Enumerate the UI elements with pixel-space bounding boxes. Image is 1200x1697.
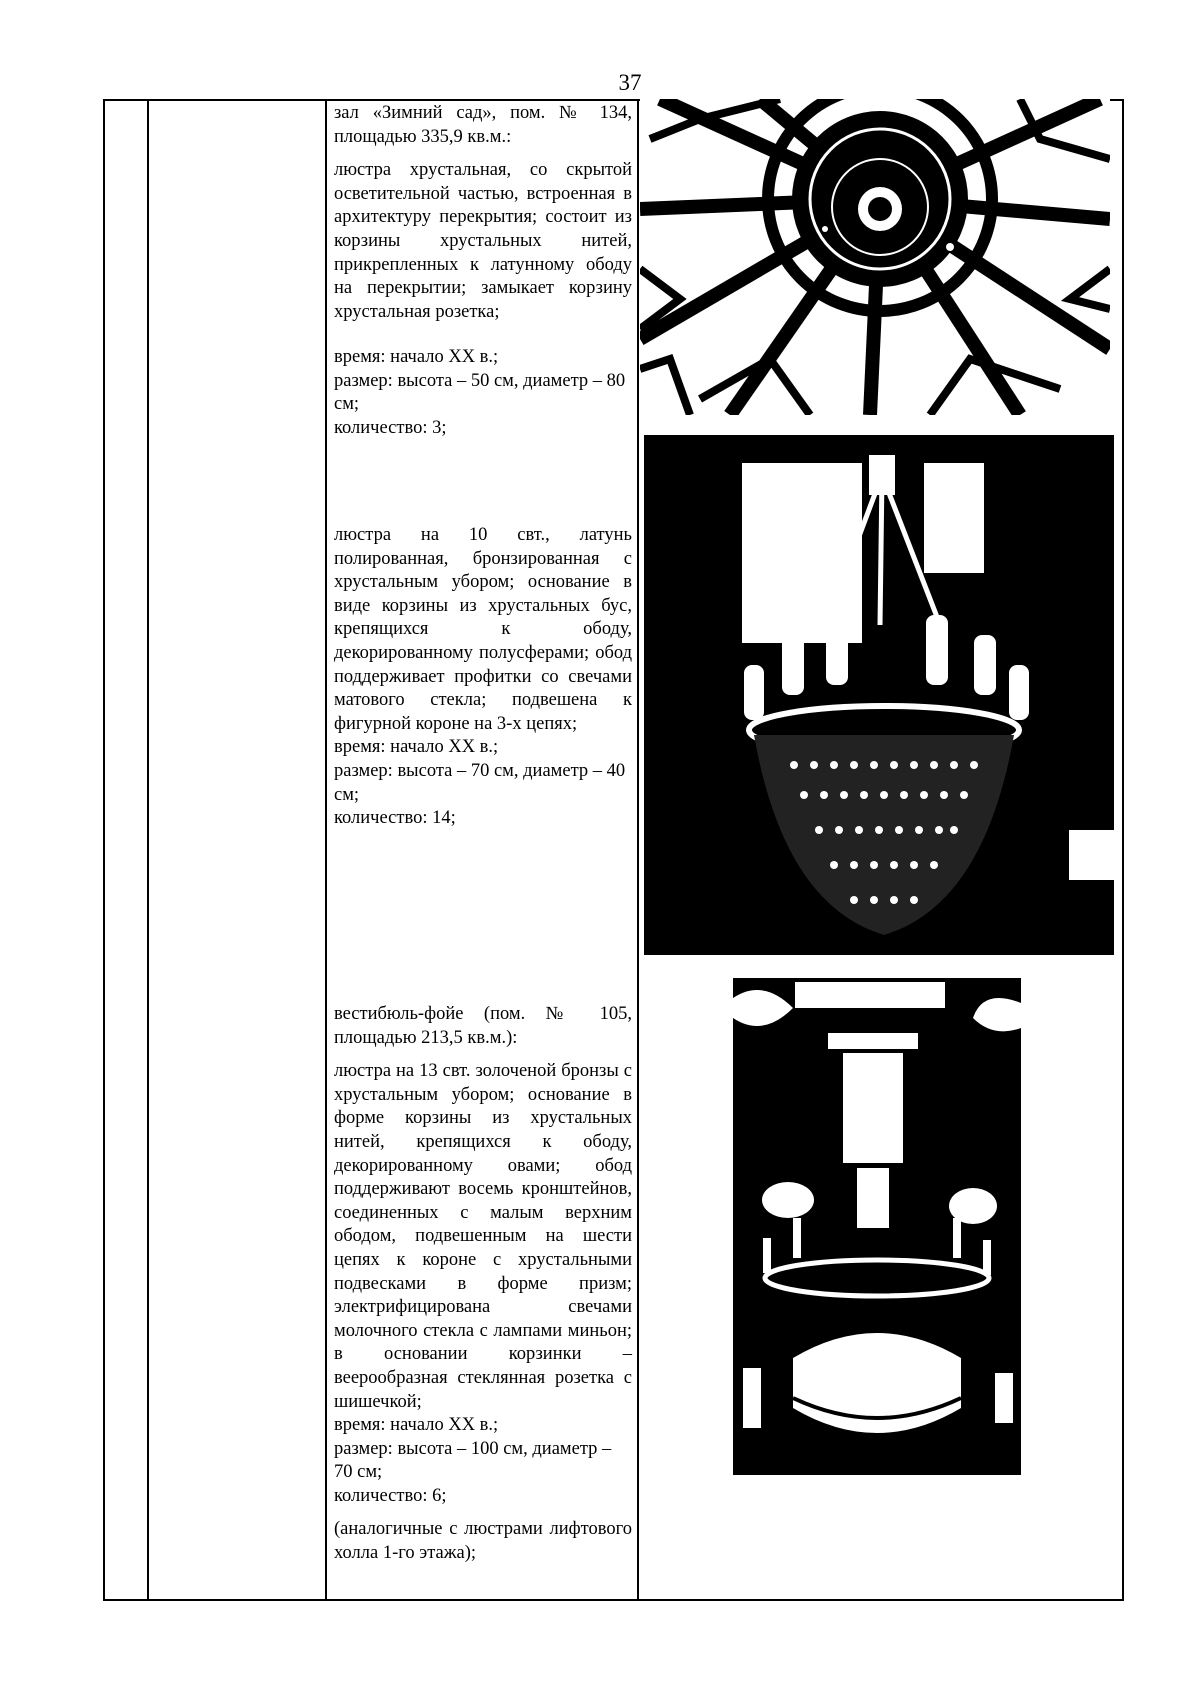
item-description: люстра хрустальная, со скрытой осветительной частью, встроенная в архитектуру перекрытия; состоит из корзины хрустальных нитей, прикрепленных к латунному ободу на перекрытии; замыкает корзину хрустальная розетка;: [334, 160, 632, 322]
column-divider-1: [147, 101, 149, 1599]
column-divider-3: [637, 101, 639, 1599]
photo-bronze-chandelier: [733, 978, 1021, 1475]
item-description: люстра на 10 свт., латунь полированная, бронзированная с хрустальным убором; основание в виде корзины из хрустальных бус, крепящихся к ободу, декорированному полусферами; обод поддерживает профитки со свечами матового стекла; подвешена к фигурной короне на 3-х цепях;: [334, 525, 632, 734]
photo-candle-chandelier: [644, 435, 1114, 955]
item-1-meta: [334, 346, 632, 440]
item-time: время: начало XX в.;: [334, 347, 499, 367]
item-size: размер: высота – 50 см, диаметр – 80 см;: [334, 370, 626, 415]
section-vestibule: [334, 1003, 632, 1576]
item-size: размер: высота – 70 см, диаметр – 40 см;: [334, 760, 626, 805]
section-heading: вестибюль-фойе (пом. № 105, площадью 213,5 кв.м.):: [334, 1004, 632, 1048]
item-description: люстра на 13 свт. золоченой бронзы с хрустальным убором; основание в форме корзины из хрустальных нитей, крепящихся к ободу, декорированному овами; обод поддерживают восемь кронштейнов, соединенных с малым верхним ободом, подвешенным на шести цепях к короне с хрустальными подвесками в форме призм; электрифицирована свечами молочного стекла с лампами миньон; в основании корзинки – веерообразная стеклянная розетка с шишечкой;: [334, 1061, 632, 1412]
section-winter-garden: [334, 102, 632, 334]
item-size: размер: высота – 100 см, диаметр – 70 см;: [334, 1438, 612, 1483]
section-heading: зал «Зимний сад», пом. № 134, площадью 335,9 кв.м.:: [334, 103, 632, 147]
item-time: время: начало XX в.;: [334, 737, 499, 758]
photo-ceiling-chandelier: [640, 99, 1110, 415]
column-divider-2: [325, 101, 327, 1599]
item-quantity: количество: 3;: [334, 417, 447, 438]
section-note: (аналогичные с люстрами лифтового холла 1-го этажа);: [334, 1519, 632, 1564]
page-number: 37: [618, 70, 642, 95]
item-quantity: количество: 14;: [334, 808, 456, 829]
item-quantity: количество: 6;: [334, 1485, 447, 1506]
item-2: [334, 524, 632, 831]
item-time: время: начало XX в.;: [334, 1415, 499, 1436]
